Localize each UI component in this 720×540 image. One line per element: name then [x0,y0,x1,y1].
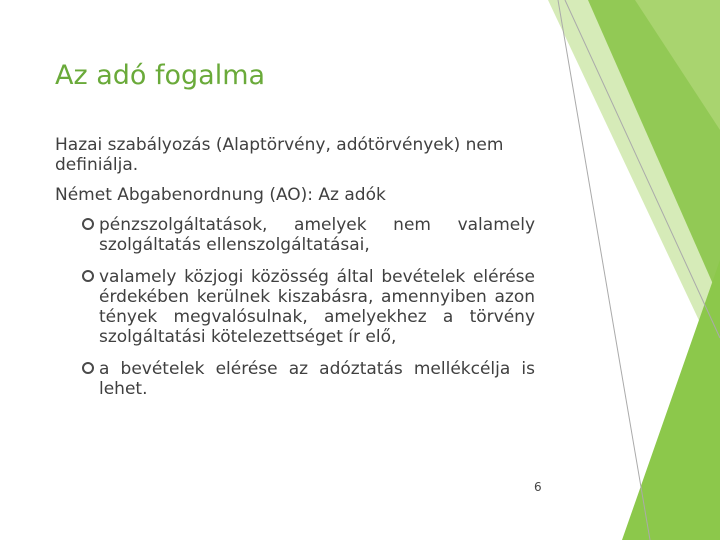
slide-title: Az adó fogalma [55,60,266,91]
bullet-item [55,267,535,347]
bullet-item [55,359,535,399]
hollow-circle-icon [82,218,94,230]
bullet-text: pénzszolgáltatások, amelyek nem valamely szolgáltatás ellenszolgáltatásai, [99,215,535,255]
bullet-text: valamely közjogi közösség által bevételek elérése érdekében kerülnek kiszabásra, amennyiben azon tények megvalósulnak, amelyekhez a törvény szolgáltatási kötelezettséget ír elő, [99,267,535,347]
page-number: 6 [534,480,542,494]
slide-body [55,135,535,411]
bullet-item [55,215,535,255]
hollow-circle-icon [82,362,94,374]
paragraph-hazai: Hazai szabályozás (Alaptörvény, adótörvények) nem definiálja. [55,135,504,175]
bullet-text: a bevételek elérése az adóztatás mellékcélja is lehet. [99,359,535,399]
hollow-circle-icon [82,270,94,282]
paragraph-nemet: Német Abgabenordnung (AO): Az adók [55,185,386,205]
